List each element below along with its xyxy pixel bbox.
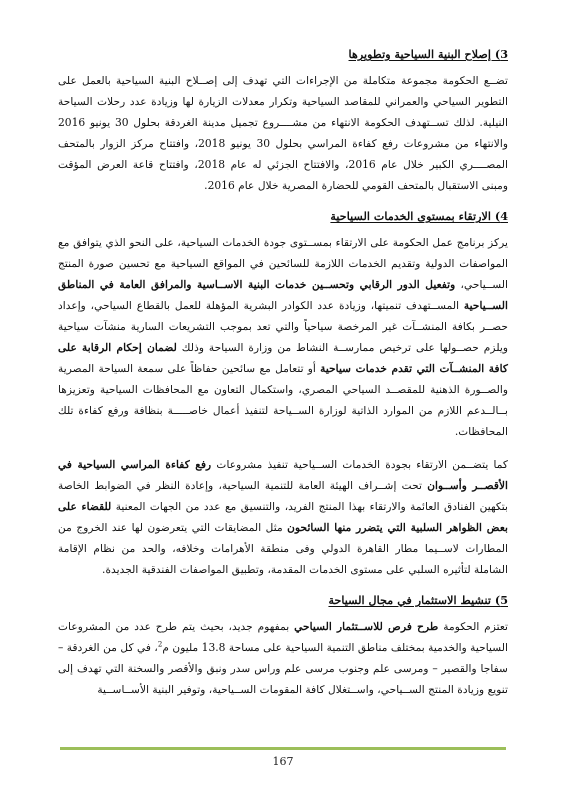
- section-heading-tourism-services: 4) الارتقاء بمستوى الخدمات السياحية: [330, 209, 508, 223]
- paragraph-infrastructure: [58, 70, 508, 196]
- text-run: المســتهدف تنميتها، وزيادة عدد الكوادر البشرية المؤهلة للعمل بالقطاع السياحي، وإعداد حصــر بكافة المنشــآت غير المرخصة سياحياً والتي تعد بموجب التشريعات السارية منشآت سياحية ويلزم حصــولها على ترخيص ممارســة النشاط من وزارة السياحة وذلك: [58, 299, 508, 354]
- section-heading-tourism-infrastructure: 3) إصلاح البنية السياحية وتطويرها: [348, 47, 508, 61]
- bold-text-run: لضمان إحكام الرقابة على كافة المنشــآت التي تقدم خدمات سياحية: [58, 341, 508, 375]
- text-run: 2: [157, 640, 163, 649]
- text-run: كما يتضــمن الارتقاء بجودة الخدمات الســياحية تنفيذ مشروعات: [211, 458, 508, 471]
- bold-text-run: للقضاء على بعض الظواهر السلبية التي يتضرر منها السائحون: [58, 500, 508, 534]
- text-run: أو تتعامل مع سائحين حفاظاً على سمعة السياحة المصرية والصــورة الذهنية للمقصــد السياحي المصري، واستكمال التعاون مع المحافظات السياحية وتعزيزها بــالــدعم اللازم من الموارد الذاتية لوزارة الســياحة لتنفيذ أعمال خاصـــــة بنظافة ورفع كفاءة تلك المحافظات.: [58, 362, 508, 438]
- text-run: ، في كل من الغردقة –سفاجا والقصير – ومرسى علم وجنوب مرسى علم وراس سدر ونبق والأقصر والسخنة التي تهدف إلى تنويع وزيادة المنتج الســياحي، واســتغلال كافة المقومات الســياحية، وتوفير البنية الأســاســية: [58, 641, 508, 696]
- text-run: تعتزم الحكومة: [438, 620, 508, 633]
- paragraph-investment: [58, 616, 508, 700]
- footer-divider: [60, 747, 506, 750]
- text-run: يركز برنامج عمل الحكومة على الارتقاء بمســتوى جودة الخدمات السياحية، على النحو الذي يتوافق مع المواصفات الدولية وتقديم الخدمات اللازمة للسائحين في المواقع السياحية مع تحسين صورة المنتج الســياحي،: [58, 236, 508, 291]
- text-run: بمفهوم جديد، بحيث يتم طرح عدد من المشروعات السياحية والخدمية بمختلف مناطق التنمية السياحية على مساحة 13.8 مليون م: [58, 620, 508, 654]
- text-run: تضــع الحكومة مجموعة متكاملة من الإجراءات التي تهدف إلى إصــلاح البنية السياحية بالعمل على التطوير السياحي والعمراني للمقاصد السياحية وتكرار معدلات الزيارة لها وزيادة عدد رحلات السياحة النيلية. لذلك تســتهدف الحكومة الانتهاء من مشــــروع تجميل مدينة الغردقة بحلول 30 يونيو 2016 والانتهاء من مشروعات رفع كفاءة المراسي بحلول 30 يونيو 2018، وافتتاح مركز الزوار بالمتحف المصــــري الكبير خلال عام 2016، والافتتاح الجزئي له عام 2018، وافتتاح قاعة العرض المؤقت ومبنى الاستقبال بالمتحف القومي للحضارة المصرية خلال عام 2016.: [58, 74, 509, 192]
- paragraph-services-2: [58, 454, 508, 580]
- page-content: [58, 46, 508, 712]
- bold-text-run: وتفعيل الدور الرقابي وتحســين خدمات البنية الاســاسية والمرافق العامة في المناطق الســياحية: [58, 278, 508, 312]
- page-number: 167: [272, 755, 294, 768]
- text-run: تحت إشــراف الهيئة العامة للتنمية السياحية، وإعادة النظر في الضوابط الخاصة بتكهين الفنادق العائمة والارتقاء بهذا المنتج الفريد، والتنسيق مع عدد من الجهات المعنية: [58, 479, 508, 513]
- bold-text-run: طرح فرص للاســتثمار السياحي: [294, 620, 439, 633]
- bold-text-run: رفع كفاءة المراسي السياحية في الأقصــر وأســوان: [58, 458, 509, 492]
- paragraph-services-1: [58, 232, 508, 442]
- section-heading-tourism-investment: 5) تنشيط الاستثمار في مجال السياحة: [328, 593, 508, 607]
- text-run: مثل المضايقات التي يتعرضون لها عند الخروج من المطارات لاســيما مطار القاهرة الدولي وفى منطقة الأهرامات وخلافه، والحد من نظام الإقامة الشاملة لتأثيره السلبي على مستوى الخدمات المقدمة، وتطبيق المواصفات الفندقية الجديدة.: [58, 521, 508, 576]
